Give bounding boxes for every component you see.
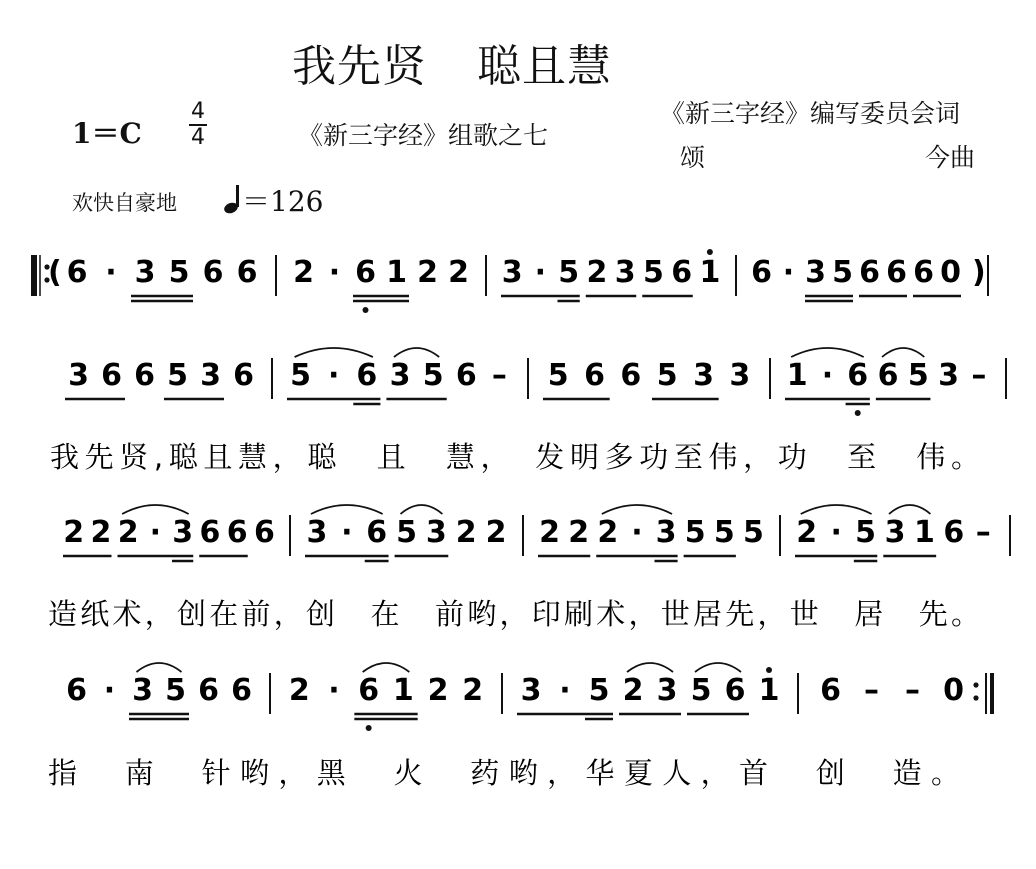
score-note: 5 — [855, 515, 877, 550]
score-note: 6 — [355, 255, 376, 290]
slur — [122, 505, 189, 514]
lyrics-line: 造纸术，创在前，创 在 前哟，印刷术，世居先，世 居 先。 — [48, 597, 980, 631]
score-note: 3 — [656, 673, 678, 708]
repeat-dot — [973, 682, 978, 687]
score-note: 5 — [547, 358, 569, 393]
score-note: 5 — [588, 673, 610, 708]
score-note: 1 — [699, 255, 721, 290]
score-note: 5 — [743, 515, 764, 550]
score-note: 5 — [656, 358, 678, 393]
composer-name: 颂 — [680, 143, 706, 172]
lyrics-line: 我先贤,聪且慧，聪 且 慧， 发明多功至伟，功 至 伟。 — [50, 440, 980, 474]
score-note: 6 — [66, 673, 87, 708]
score-note: 5 — [907, 358, 929, 393]
score-note: 6 — [724, 673, 746, 708]
score-note: 2 — [796, 515, 818, 550]
score-note: 6 — [886, 255, 907, 290]
score-note: · — [782, 255, 795, 290]
score-note: 5 — [168, 255, 190, 290]
score-note: 2 — [485, 515, 507, 550]
score-note: · — [103, 673, 116, 708]
score-note: · — [631, 515, 643, 550]
score-note: 2 — [455, 515, 477, 550]
score-note: 6 — [366, 515, 388, 550]
score-note: 3 — [425, 515, 447, 550]
high-octave-dot — [707, 249, 713, 255]
score-note: 3 — [884, 515, 906, 550]
score-note: 2 — [90, 515, 112, 550]
score-note: 5 — [422, 358, 444, 393]
song-subtitle: 《新三字经》组歌之七 — [298, 121, 549, 150]
score-note: 6 — [943, 515, 965, 550]
score-note: 0 — [943, 673, 964, 708]
time-signature-top: 4 — [191, 99, 205, 124]
score-note: 2 — [568, 515, 590, 550]
score-note: 6 — [455, 358, 477, 393]
slur — [137, 663, 182, 672]
score-note: 5 — [832, 255, 853, 290]
slur — [627, 663, 673, 672]
slur — [602, 505, 672, 514]
score-note: · — [328, 255, 341, 290]
score-note: 2 — [417, 255, 438, 290]
score-note: 1 — [913, 515, 935, 550]
score-row — [33, 249, 988, 313]
score-note: 1 — [758, 673, 780, 708]
score-note: 6 — [358, 673, 380, 708]
slur — [695, 663, 741, 672]
score-note: – — [864, 673, 879, 708]
score-note: 6 — [671, 255, 693, 290]
score-note: 6 — [253, 515, 275, 550]
score-note: 2 — [288, 673, 310, 708]
score-note: 2 — [427, 673, 449, 708]
score-note: 2 — [622, 673, 644, 708]
score-note: 6 — [134, 358, 155, 393]
score-note: 5 — [396, 515, 417, 550]
score-note: · — [149, 515, 162, 550]
score-note: 6 — [847, 358, 869, 393]
tempo-expression: 欢快自豪地 — [72, 191, 177, 215]
lyricist-credit: 《新三字经》编写委员会词 — [660, 99, 961, 128]
score-note: 2 — [586, 255, 608, 290]
time-signature-bottom: 4 — [191, 125, 205, 150]
score-note: 3 — [520, 673, 542, 708]
lyrics-line: 指 南 针哟，黑 火 药哟，华夏人，首 创 造。 — [48, 756, 960, 790]
score-note: 6 — [356, 358, 378, 393]
score-note: – — [491, 358, 507, 393]
score-note: – — [905, 673, 920, 708]
low-octave-dot — [855, 410, 861, 416]
score-note: 3 — [68, 358, 89, 393]
score-note: 2 — [293, 255, 314, 290]
score-note: 5 — [290, 358, 312, 393]
score-note: 3 — [805, 255, 826, 290]
score-note: 6 — [202, 255, 224, 290]
score-note: 3 — [655, 515, 677, 550]
score-note: 6 — [913, 255, 934, 290]
score-note: · — [328, 358, 340, 393]
score-note: 3 — [306, 515, 328, 550]
score-note: 2 — [539, 515, 560, 550]
slur — [363, 663, 410, 672]
low-octave-dot — [366, 725, 372, 731]
score-note: 6 — [101, 358, 122, 393]
score-note: · — [830, 515, 842, 550]
score-note: 6 — [66, 255, 88, 290]
score-note: 3 — [614, 255, 636, 290]
score-note: 2 — [462, 673, 484, 708]
score-note: 5 — [713, 515, 735, 550]
score-note: 5 — [684, 515, 706, 550]
slur — [801, 505, 872, 514]
score-paren-close: ) — [972, 255, 986, 290]
score-note: 3 — [172, 515, 194, 550]
score-note: 5 — [167, 358, 188, 393]
score-note: 3 — [200, 358, 221, 393]
score-note: 6 — [751, 255, 772, 290]
score-note: 3 — [134, 255, 156, 290]
score-note: 3 — [693, 358, 714, 393]
score-note: · — [105, 255, 117, 290]
score-row — [48, 505, 1010, 631]
score-note: · — [341, 515, 353, 550]
slur — [401, 505, 443, 514]
slur — [394, 348, 439, 357]
score-note: 3 — [729, 358, 751, 393]
score-note: 6 — [859, 255, 880, 290]
score-note: 5 — [558, 255, 580, 290]
score-note: 3 — [132, 673, 153, 708]
score-note: 5 — [642, 255, 664, 290]
score-note: 6 — [198, 673, 219, 708]
high-octave-dot — [766, 667, 772, 673]
score-note: 6 — [226, 515, 248, 550]
score-note: 6 — [236, 255, 258, 290]
composer-role: 今曲 — [925, 143, 976, 172]
score-row — [50, 348, 1006, 474]
score-note: 2 — [597, 515, 619, 550]
score-note: 5 — [165, 673, 186, 708]
score-note: · — [821, 358, 834, 393]
tempo-bpm: ＝126 — [242, 185, 324, 218]
score-note: 6 — [584, 358, 605, 393]
score-note: 5 — [690, 673, 712, 708]
score-note: 1 — [786, 358, 808, 393]
score-note: 2 — [117, 515, 139, 550]
slur — [882, 348, 924, 357]
score-note: – — [975, 515, 991, 550]
score-note: 6 — [620, 358, 642, 393]
slur — [295, 348, 373, 357]
score-note: 3 — [389, 358, 411, 393]
score-note: · — [534, 255, 547, 290]
score-note: · — [559, 673, 571, 708]
slur — [791, 348, 864, 357]
score-paren-open: ( — [48, 255, 62, 290]
low-octave-dot — [363, 307, 369, 313]
slur — [311, 505, 383, 514]
score-note: 3 — [501, 255, 523, 290]
score-note: 6 — [199, 515, 221, 550]
title-part-1: 我先贤 — [292, 41, 427, 92]
title-part-2: 聪且慧 — [477, 41, 612, 92]
score-note: 6 — [820, 673, 841, 708]
score-note: · — [328, 673, 340, 708]
score-note: 6 — [233, 358, 254, 393]
score-note: 6 — [231, 673, 252, 708]
slur — [889, 505, 930, 514]
score-note: 2 — [63, 515, 85, 550]
score-note: 1 — [392, 673, 414, 708]
score-note: 2 — [448, 255, 469, 290]
repeat-dot — [973, 695, 978, 700]
score-note: 3 — [938, 358, 960, 393]
key-signature: 1＝C — [72, 117, 142, 150]
score-note: 1 — [386, 255, 407, 290]
score-note: 0 — [940, 255, 961, 290]
score-row — [48, 663, 992, 790]
score-note: – — [971, 358, 987, 393]
score-note: 6 — [877, 358, 899, 393]
